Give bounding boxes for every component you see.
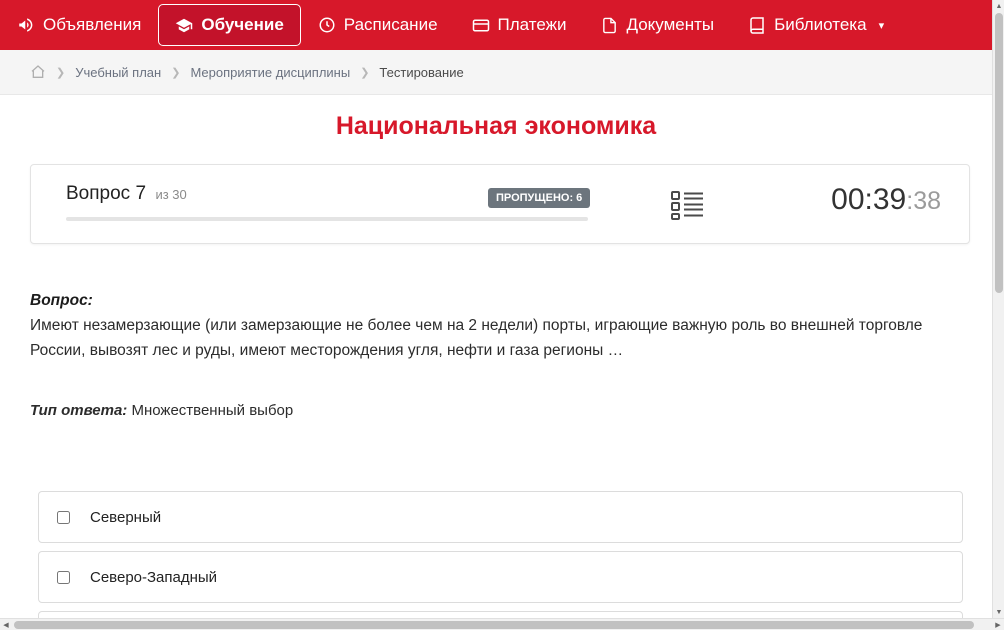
question-list-icon[interactable] (671, 190, 705, 220)
answer-type (30, 402, 293, 419)
megaphone-icon (17, 16, 35, 34)
scroll-right-arrow-icon[interactable]: ▶ (995, 622, 1001, 629)
question-header-card (30, 164, 970, 244)
horizontal-scrollbar-thumb[interactable] (14, 621, 974, 629)
question-body (30, 288, 970, 363)
chevron-down-icon[interactable]: ▾ (878, 19, 885, 32)
nav-item-label: Расписание (343, 15, 438, 34)
main-navigation (0, 0, 992, 50)
breadcrumb-separator: ❯ (360, 66, 370, 79)
question-number: Вопрос 7 (66, 183, 147, 204)
book-icon (748, 16, 766, 34)
question-text: Имеют незамерзающие (или замерзающие не более чем на 2 недели) порты, играющие важную роль во внешней торговле России, вывозят лес и руды, имеют месторождения угля, нефти и газа регионы … (30, 317, 923, 360)
timer-separator: : (906, 187, 914, 215)
skipped-badge: ПРОПУЩЕНО: 6 (488, 188, 590, 208)
nav-item-payments[interactable] (455, 0, 584, 50)
nav-item-announcements[interactable] (0, 0, 158, 50)
question-total: из 30 (155, 187, 187, 202)
nav-item-schedule[interactable] (301, 0, 455, 50)
question-progress-bar (66, 217, 588, 221)
scroll-up-arrow-icon[interactable]: ▲ (995, 2, 1003, 10)
answer-option[interactable] (38, 551, 963, 603)
question-prompt-label: Вопрос: (30, 292, 93, 309)
answer-type-label: Тип ответа: (30, 402, 128, 419)
vertical-scrollbar[interactable] (992, 0, 1004, 618)
answer-option-label: Северный (90, 508, 162, 526)
vertical-scrollbar-thumb[interactable] (995, 13, 1003, 293)
breadcrumb-item-testing: Тестирование (379, 64, 464, 80)
nav-item-documents[interactable] (583, 0, 731, 50)
nav-item-label: Обучение (201, 15, 284, 34)
nav-item-label: Документы (626, 15, 715, 34)
credit-card-icon (472, 16, 490, 34)
timer-seconds: 38 (913, 187, 941, 215)
nav-item-label: Объявления (43, 15, 142, 34)
clock-icon (318, 16, 336, 34)
answer-type-value: Множественный выбор (131, 402, 294, 419)
graduation-cap-icon (175, 16, 193, 34)
nav-item-label: Библиотека (774, 15, 867, 34)
answer-option-checkbox[interactable] (57, 511, 70, 524)
countdown-timer (831, 183, 941, 217)
answer-options-list (38, 491, 963, 630)
answer-option[interactable] (38, 491, 963, 543)
answer-option-label: Северо-Западный (90, 568, 218, 586)
answer-option-checkbox[interactable] (57, 571, 70, 584)
timer-minutes: 00:39 (831, 183, 907, 216)
nav-item-library[interactable] (731, 0, 901, 50)
breadcrumb-separator: ❯ (171, 66, 181, 79)
nav-item-label: Платежи (497, 15, 567, 34)
scroll-left-arrow-icon[interactable]: ◀ (3, 622, 9, 629)
breadcrumb-item-curriculum[interactable]: Учебный план (75, 64, 162, 80)
home-icon[interactable] (30, 64, 46, 80)
breadcrumb (0, 50, 992, 95)
scroll-down-arrow-icon[interactable]: ▼ (995, 608, 1003, 616)
document-icon (600, 16, 618, 34)
nav-item-training[interactable] (158, 4, 300, 46)
horizontal-scrollbar[interactable] (0, 618, 1004, 630)
breadcrumb-item-discipline-event[interactable]: Мероприятие дисциплины (190, 64, 351, 80)
breadcrumb-separator: ❯ (56, 66, 66, 79)
page-title: Национальная экономика (335, 112, 657, 140)
